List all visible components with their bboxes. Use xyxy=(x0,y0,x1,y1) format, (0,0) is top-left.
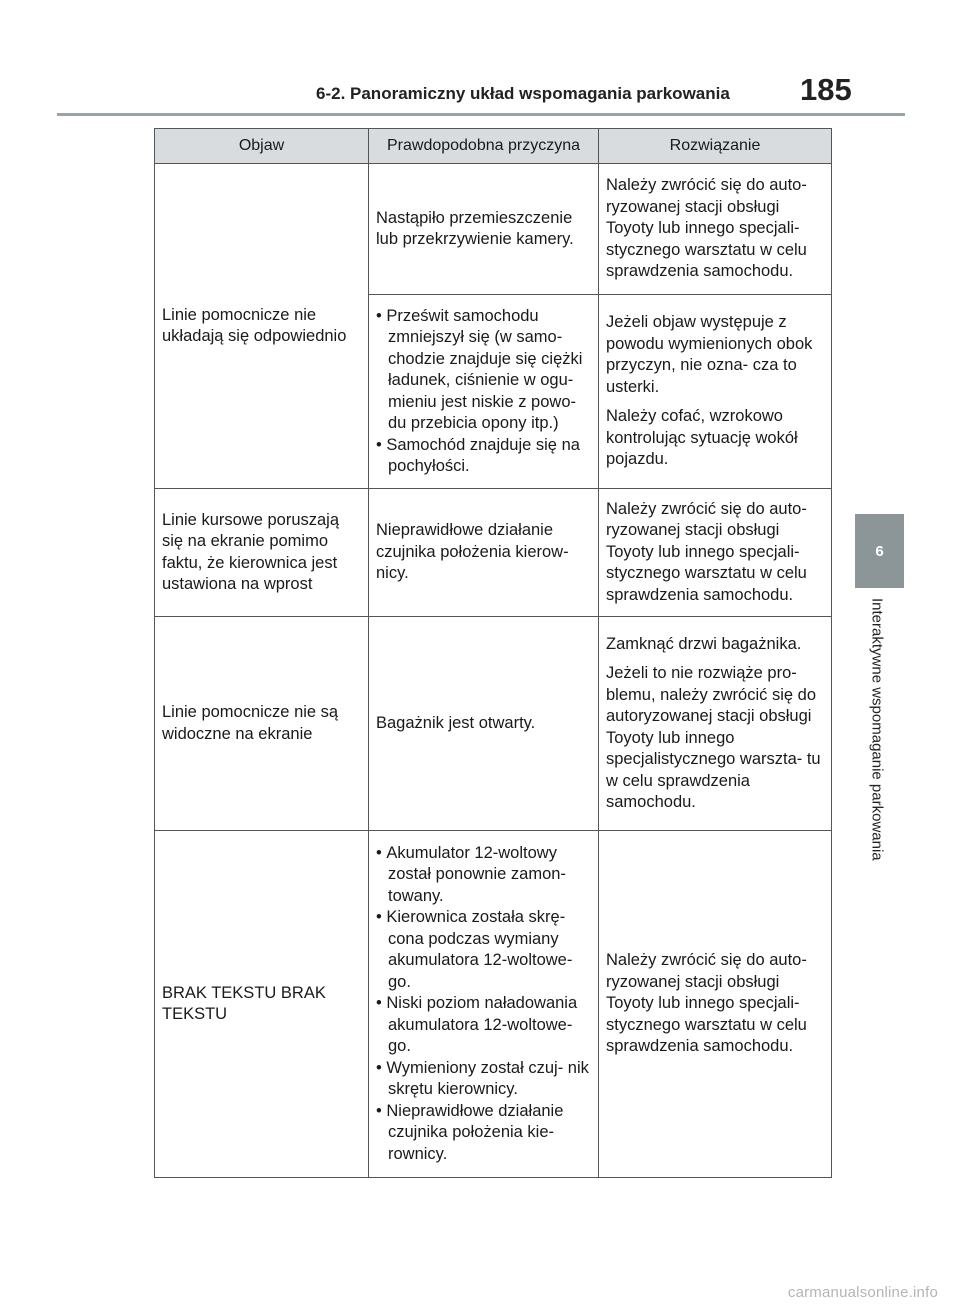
column-header-solution: Rozwiązanie xyxy=(599,129,832,164)
list-item: • Akumulator 12-woltowy został ponownie zamon- towany. xyxy=(376,843,592,908)
solution-text: Należy zwrócić się do auto- ryzowanej stacji obsługi Toyoty lub innego specjali- stycznego warsztatu w celu sprawdzenia samochodu. xyxy=(606,951,807,1056)
list-item: • Prześwit samochodu zmniejszył się (w samo- chodzie znajduje się ciężki ładunek, ciśnienie w ogu- mieniu jest niskie z powo- du przebicia opony itp.) xyxy=(376,306,592,435)
solution-text: Jeżeli to nie rozwiąże pro- blemu, należy zwrócić się do autoryzowanej stacji obsługi Toyoty lub innego specjalistycznego warszta- tu w celu sprawdzenia samochodu. xyxy=(606,664,821,811)
cause-cell: Nastąpiło przemieszczenie lub przekrzywienie kamery. xyxy=(369,164,599,295)
troubleshooting-table xyxy=(154,128,832,1178)
solution-text: Zamknąć drzwi bagażnika. xyxy=(606,634,802,653)
chapter-tab xyxy=(855,514,904,588)
cause-list xyxy=(376,843,592,1166)
list-item: • Niski poziom naładowania akumulatora 12-woltowe- go. xyxy=(376,993,592,1058)
list-item: • Kierownica została skrę- cona podczas wymiany akumulatora 12-woltowe- go. xyxy=(376,907,592,993)
column-header-symptom: Objaw xyxy=(155,129,369,164)
solution-text: Należy zwrócić się do auto- ryzowanej stacji obsługi Toyoty lub innego specjali- stycznego warsztatu w celu sprawdzenia samochodu. xyxy=(606,176,807,281)
list-item: • Samochód znajduje się na pochyłości. xyxy=(376,435,592,478)
symptom-cell: Linie pomocnicze nie układają się odpowiednio xyxy=(155,164,369,489)
table-header-row xyxy=(155,129,832,164)
header-divider xyxy=(57,113,905,116)
cause-cell: Bagażnik jest otwarty. xyxy=(369,617,599,831)
cause-cell xyxy=(369,831,599,1178)
chapter-number: 6 xyxy=(875,542,884,560)
table-row xyxy=(155,489,832,617)
watermark: carmanualsonline.info xyxy=(787,1284,938,1301)
solution-cell xyxy=(599,164,832,295)
symptom-cell: BRAK TEKSTU BRAK TEKSTU xyxy=(155,831,369,1178)
solution-text: Należy zwrócić się do auto- ryzowanej stacji obsługi Toyoty lub innego specjali- stycznego warsztatu w celu sprawdzenia samochodu. xyxy=(606,499,807,604)
cause-cell: Nieprawidłowe działanie czujnika położenia kierow- nicy. xyxy=(369,489,599,617)
column-header-cause: Prawdopodobna przyczyna xyxy=(369,129,599,164)
solution-cell xyxy=(599,295,832,489)
table-row xyxy=(155,831,832,1178)
symptom-cell: Linie pomocnicze nie są widoczne na ekranie xyxy=(155,617,369,831)
solution-cell xyxy=(599,831,832,1178)
solution-cell xyxy=(599,617,832,831)
chapter-label: Interaktywne wspomaganie parkowania xyxy=(868,598,886,861)
cause-cell xyxy=(369,295,599,489)
list-item: • Nieprawidłowe działanie czujnika położenia kie- rownicy. xyxy=(376,1101,592,1166)
solution-cell xyxy=(599,489,832,617)
list-item: • Wymieniony został czuj- nik skrętu kierownicy. xyxy=(376,1058,592,1101)
table-row xyxy=(155,617,832,831)
section-title: 6-2. Panoramiczny układ wspomagania parkowania xyxy=(316,84,730,103)
symptom-cell: Linie kursowe poruszają się na ekranie pomimo faktu, że kierownica jest ustawiona na wprost xyxy=(155,489,369,617)
page-number: 185 xyxy=(800,72,852,107)
table-row xyxy=(155,164,832,295)
solution-text: Należy cofać, wzrokowo kontrolując sytuację wokół pojazdu. xyxy=(606,407,798,469)
cause-list xyxy=(376,306,592,478)
solution-text: Jeżeli objaw występuje z powodu wymienionych obok przyczyn, nie ozna- cza to usterki. xyxy=(606,313,813,396)
